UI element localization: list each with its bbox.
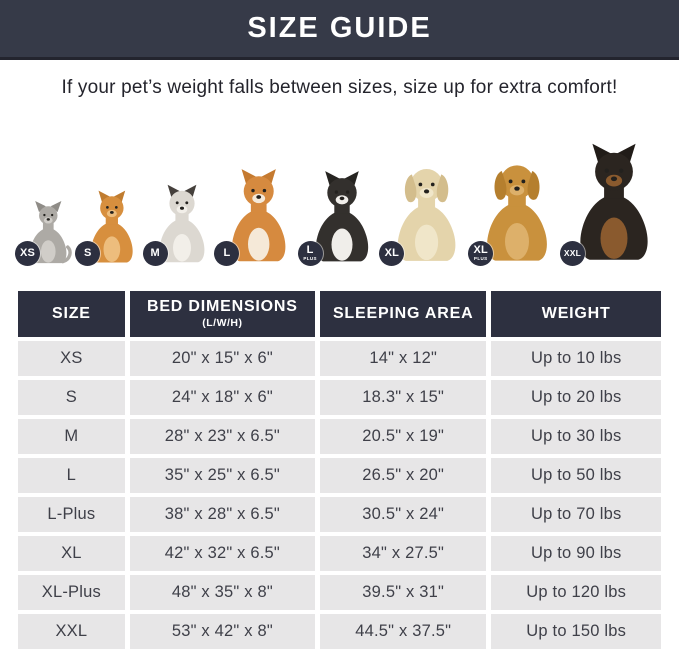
- pet-shiba-inu: [223, 167, 294, 267]
- weight-cell: Up to 50 lbs: [491, 458, 661, 493]
- size-cell: XXL: [18, 614, 125, 649]
- table-row-m: [18, 419, 661, 454]
- sleeping-area-cell: 26.5" x 20": [320, 458, 486, 493]
- sleeping-area-cell: 18.3" x 15": [320, 380, 486, 415]
- badge-label: L: [223, 247, 231, 259]
- badge-label: XS: [19, 247, 36, 259]
- weight-cell: Up to 10 lbs: [491, 341, 661, 376]
- badge-label: M: [150, 247, 160, 259]
- column-header-sleeping-area: SLEEPING AREA: [320, 291, 486, 337]
- size-cell: M: [18, 419, 125, 454]
- pet-labrador: [384, 159, 465, 267]
- table-row-l: [18, 458, 661, 493]
- size-table-section: [0, 285, 679, 653]
- sleeping-area-cell: 34" x 27.5": [320, 536, 486, 571]
- bed-dimensions-cell: 24" x 18" x 6": [130, 380, 315, 415]
- pet-pomeranian: [84, 189, 140, 267]
- bed-dimensions-cell: 28" x 23" x 6.5": [130, 419, 315, 454]
- bed-dimensions-cell: 48" x 35" x 8": [130, 575, 315, 610]
- size-badge-xxl: [560, 241, 585, 266]
- size-cell: L-Plus: [18, 497, 125, 532]
- pet-size-illustrations: [0, 99, 679, 285]
- sleeping-area-cell: 39.5" x 31": [320, 575, 486, 610]
- size-cell: XL: [18, 536, 125, 571]
- size-badge-l-plus: [298, 241, 323, 266]
- size-cell: XS: [18, 341, 125, 376]
- bed-dimensions-cell: 35" x 25" x 6.5": [130, 458, 315, 493]
- table-row-xl: [18, 536, 661, 571]
- sleeping-area-cell: 20.5" x 19": [320, 419, 486, 454]
- pet-cat: [19, 199, 73, 267]
- size-badge-xs: [15, 241, 40, 266]
- sleeping-area-cell: 14" x 12": [320, 341, 486, 376]
- size-cell: L: [18, 458, 125, 493]
- table-row-l-plus: [18, 497, 661, 532]
- size-badge-m: [143, 241, 168, 266]
- pet-golden-retriever: [473, 155, 557, 267]
- bed-dimensions-cell: 38" x 28" x 6.5": [130, 497, 315, 532]
- column-header-weight: WEIGHT: [491, 291, 661, 337]
- table-row-s: [18, 380, 661, 415]
- size-table: [13, 287, 666, 653]
- bed-dimensions-cell: 53" x 42" x 8": [130, 614, 315, 649]
- size-cell: XL-Plus: [18, 575, 125, 610]
- table-row-xl-plus: [18, 575, 661, 610]
- page-title: SIZE GUIDE: [247, 12, 432, 44]
- header-banner: [0, 0, 679, 60]
- weight-cell: Up to 150 lbs: [491, 614, 661, 649]
- weight-cell: Up to 90 lbs: [491, 536, 661, 571]
- sleeping-area-cell: 44.5" x 37.5": [320, 614, 486, 649]
- weight-cell: Up to 120 lbs: [491, 575, 661, 610]
- size-cell: S: [18, 380, 125, 415]
- badge-label: L: [306, 244, 314, 257]
- weight-cell: Up to 20 lbs: [491, 380, 661, 415]
- column-header-bed-dimensions: BED DIMENSIONS (L/W/H): [130, 291, 315, 337]
- bed-dimensions-cell: 20" x 15" x 6": [130, 341, 315, 376]
- pet-doberman: [563, 141, 659, 267]
- sleeping-area-cell: 30.5" x 24": [320, 497, 486, 532]
- badge-label: S: [84, 247, 92, 259]
- table-header-row: [18, 291, 661, 337]
- badge-label: XXL: [563, 248, 582, 259]
- badge-sub-label: PLUS: [473, 256, 488, 262]
- table-row-xxl: [18, 614, 661, 649]
- subtitle-text: If your pet’s weight falls between sizes, size up for extra comfort!: [61, 77, 618, 98]
- badge-sub-label: PLUS: [303, 256, 317, 262]
- bed-dimensions-cell: 42" x 32" x 6.5": [130, 536, 315, 571]
- pet-border-collie: [303, 169, 377, 267]
- pet-french-bulldog: [152, 183, 212, 267]
- weight-cell: Up to 70 lbs: [491, 497, 661, 532]
- table-row-xs: [18, 341, 661, 376]
- column-header-size: SIZE: [18, 291, 125, 337]
- badge-label: XL: [384, 247, 400, 259]
- weight-cell: Up to 30 lbs: [491, 419, 661, 454]
- badge-label: XL: [473, 244, 488, 257]
